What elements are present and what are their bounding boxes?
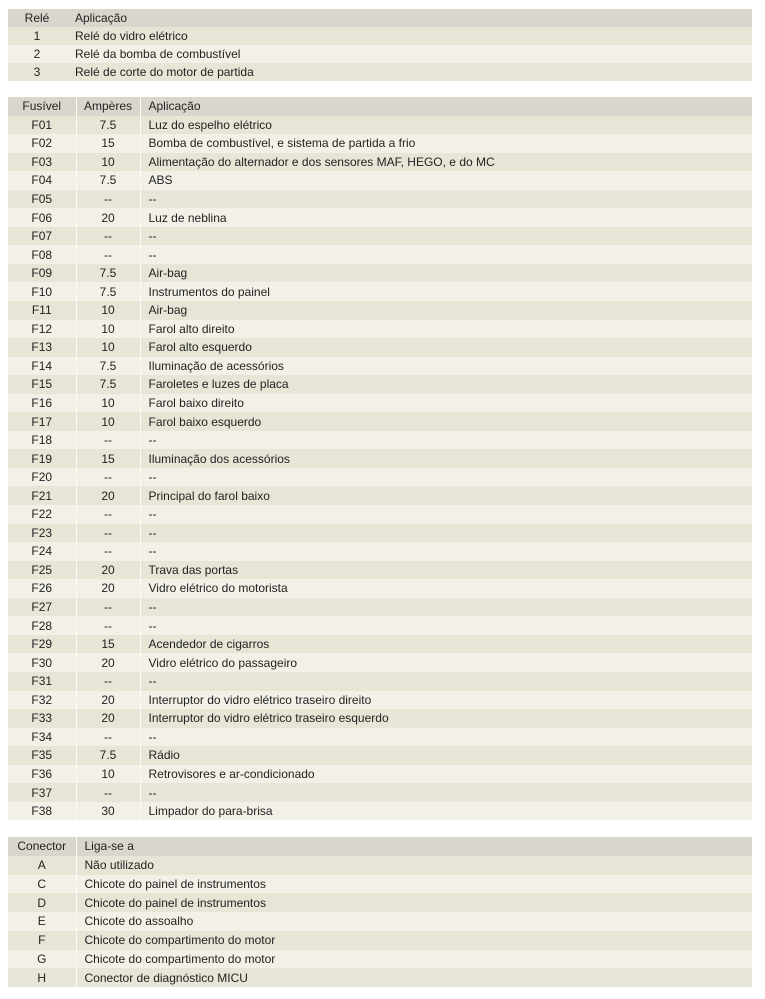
fuse-amps-cell: 20: [76, 561, 140, 580]
fuse-amps-cell: --: [76, 598, 140, 617]
fuse-application-cell: --: [140, 524, 752, 543]
fuse-application-cell: --: [140, 598, 752, 617]
connector-row: [8, 856, 752, 875]
fuse-application-cell: Bomba de combustível, e sistema de partida a frio: [140, 134, 752, 153]
fuse-row: [8, 282, 752, 301]
fuse-amps-cell: --: [76, 190, 140, 209]
fuse-amps-cell: --: [76, 672, 140, 691]
fuse-application-cell: Principal do farol baixo: [140, 486, 752, 505]
fuse-application-cell: Farol alto direito: [140, 320, 752, 339]
fuse-application-cell: Iluminação dos acessórios: [140, 449, 752, 468]
fuse-application-cell: --: [140, 190, 752, 209]
fuse-id-cell: F33: [31, 711, 53, 726]
fuse-id-cell: F30: [31, 655, 53, 670]
fuse-id-cell: F27: [31, 600, 53, 615]
fuse-id-cell: F04: [31, 173, 53, 188]
fuse-id-cell: F06: [31, 210, 53, 225]
fuse-application-cell: Faroletes e luzes de placa: [140, 375, 752, 394]
fuse-amps-cell: --: [76, 468, 140, 487]
connector-row: [8, 875, 752, 894]
fuse-id-cell: F01: [31, 117, 53, 132]
fuse-amps-cell: 7.5: [76, 746, 140, 765]
fuse-application-cell: --: [140, 616, 752, 635]
fuse-id-cell: F18: [31, 433, 53, 448]
fuse-amps-cell: 10: [76, 394, 140, 413]
connector-row: [8, 893, 752, 912]
connector-row: [8, 950, 752, 969]
fuse-application-cell: ABS: [140, 171, 752, 190]
fuse-id-cell: F05: [31, 192, 53, 206]
fuse-row: [8, 579, 752, 598]
fuse-id-cell: F32: [31, 692, 53, 707]
fuse-id-cell: F24: [31, 544, 53, 559]
fuse-row: [8, 357, 752, 376]
fuse-row: [8, 746, 752, 765]
fuse-id-cell: F02: [31, 136, 53, 151]
fuse-row: [8, 728, 752, 747]
fuse-amps-cell: 20: [76, 653, 140, 672]
fuse-row: [8, 301, 752, 320]
connector-connects-to-cell: Chicote do compartimento do motor: [76, 950, 752, 969]
fuse-application-cell: Air-bag: [140, 264, 752, 283]
fuse-amps-cell: 10: [76, 301, 140, 320]
connector-id-cell: G: [37, 951, 47, 966]
fuse-id-cell: F25: [31, 562, 53, 577]
relay-id-cell: 2: [33, 47, 41, 61]
connector-row: [8, 931, 752, 950]
fuse-row: [8, 208, 752, 227]
fuse-row: [8, 709, 752, 728]
fuse-id-cell: F09: [31, 266, 53, 281]
fuse-application-cell: Vidro elétrico do passageiro: [140, 653, 752, 672]
fuse-row: [8, 635, 752, 654]
connector-row: [8, 968, 752, 987]
fuse-application-cell: Interruptor do vidro elétrico traseiro direito: [140, 691, 752, 710]
fuse-application-cell: Air-bag: [140, 301, 752, 320]
fuse-application-cell: Rádio: [140, 746, 752, 765]
connector-table: [8, 837, 752, 987]
fuse-row: [8, 468, 752, 487]
relay-table-header: [8, 9, 752, 27]
fuse-amps-cell: 20: [76, 208, 140, 227]
connector-id-cell: F: [38, 933, 46, 948]
connector-connects-to-cell: Conector de diagnóstico MICU: [76, 968, 752, 987]
fuse-row: [8, 765, 752, 784]
connector-header-connects-to: Liga-se a: [76, 837, 752, 856]
fuse-row: [8, 431, 752, 450]
fuse-id-cell: F13: [31, 340, 53, 355]
fuse-application-cell: --: [140, 728, 752, 747]
fuse-row: [8, 412, 752, 431]
connector-id-cell: E: [37, 914, 46, 929]
fuse-amps-cell: 20: [76, 709, 140, 728]
fuse-application-cell: --: [140, 431, 752, 450]
fuse-application-cell: --: [140, 672, 752, 691]
fuse-amps-cell: --: [76, 542, 140, 561]
fuse-application-cell: Interruptor do vidro elétrico traseiro esquerdo: [140, 709, 752, 728]
fuse-amps-cell: 7.5: [76, 375, 140, 394]
fuse-application-cell: Vidro elétrico do motorista: [140, 579, 752, 598]
fuse-amps-cell: 7.5: [76, 282, 140, 301]
fuse-id-cell: F28: [31, 618, 53, 633]
fuse-amps-cell: 30: [76, 802, 140, 821]
relay-row: [8, 45, 752, 63]
connector-connects-to-cell: Chicote do assoalho: [76, 912, 752, 931]
connector-connects-to-cell: Chicote do painel de instrumentos: [76, 893, 752, 912]
fuse-id-cell: F14: [31, 358, 53, 373]
fuse-id-cell: F10: [31, 284, 53, 299]
connector-connects-to-cell: Chicote do compartimento do motor: [76, 931, 752, 950]
fuse-amps-cell: --: [76, 227, 140, 246]
connector-header-id: Conector: [17, 839, 67, 854]
fuse-id-cell: F34: [31, 729, 53, 744]
fuse-row: [8, 691, 752, 710]
fuse-amps-cell: --: [76, 431, 140, 450]
fuse-row: [8, 653, 752, 672]
fuse-row: [8, 338, 752, 357]
connector-connects-to-cell: Não utilizado: [76, 856, 752, 875]
fuse-row: [8, 672, 752, 691]
fuse-row: [8, 153, 752, 172]
relay-row: [8, 27, 752, 45]
fuse-header-amps: Ampères: [76, 97, 140, 116]
fuse-id-cell: F26: [31, 581, 53, 596]
relay-application-cell: Relé de corte do motor de partida: [75, 65, 254, 79]
fuse-id-cell: F07: [31, 229, 53, 244]
fuse-row: [8, 227, 752, 246]
fuse-row: [8, 190, 752, 209]
fuse-row: [8, 264, 752, 283]
fuse-amps-cell: 7.5: [76, 264, 140, 283]
relay-row: [8, 63, 752, 81]
fuse-id-cell: F16: [31, 396, 53, 411]
fuse-row: [8, 524, 752, 543]
fuse-amps-cell: 20: [76, 486, 140, 505]
fuse-id-cell: F19: [31, 451, 53, 466]
fuse-amps-cell: --: [76, 728, 140, 747]
fuse-amps-cell: 10: [76, 320, 140, 339]
fuse-application-cell: Farol baixo direito: [140, 394, 752, 413]
fuse-amps-cell: 7.5: [76, 171, 140, 190]
fuse-id-cell: F20: [31, 470, 53, 485]
fuse-id-cell: F37: [31, 785, 53, 800]
fuse-amps-cell: 10: [76, 153, 140, 172]
fuse-id-cell: F15: [31, 377, 53, 392]
fuse-id-cell: F21: [31, 488, 53, 503]
fuse-id-cell: F29: [31, 637, 53, 652]
fuse-amps-cell: 15: [76, 449, 140, 468]
fuse-id-cell: F03: [31, 154, 53, 169]
relay-table: [8, 9, 752, 81]
fuse-application-cell: --: [140, 542, 752, 561]
fuse-amps-cell: 15: [76, 635, 140, 654]
fuse-row: [8, 783, 752, 802]
fuse-amps-cell: --: [76, 245, 140, 264]
relay-id-cell: 3: [33, 65, 41, 79]
fuse-row: [8, 542, 752, 561]
fuse-application-cell: --: [140, 505, 752, 524]
connector-id-cell: D: [37, 895, 47, 910]
fuse-row: [8, 134, 752, 153]
fuse-header-application: Aplicação: [140, 97, 752, 116]
fuse-row: [8, 616, 752, 635]
fuse-row: [8, 375, 752, 394]
fuse-amps-cell: 7.5: [76, 116, 140, 135]
connector-connects-to-cell: Chicote do painel de instrumentos: [76, 875, 752, 894]
fuse-amps-cell: 7.5: [76, 357, 140, 376]
fuse-application-cell: Instrumentos do painel: [140, 282, 752, 301]
fuse-amps-cell: --: [76, 505, 140, 524]
relay-application-cell: Relé da bomba de combustível: [75, 47, 241, 61]
fuse-row: [8, 394, 752, 413]
fuse-row: [8, 802, 752, 821]
fuse-id-cell: F31: [31, 674, 53, 689]
relay-header-id: Relé: [24, 11, 50, 25]
fuse-id-cell: F36: [31, 766, 53, 781]
fuse-amps-cell: --: [76, 524, 140, 543]
fuse-amps-cell: 15: [76, 134, 140, 153]
fuse-application-cell: Retrovisores e ar-condicionado: [140, 765, 752, 784]
fuse-amps-cell: 10: [76, 412, 140, 431]
fuse-row: [8, 449, 752, 468]
fuse-row: [8, 561, 752, 580]
fuse-table: [8, 97, 752, 820]
fuse-id-cell: F08: [31, 247, 53, 262]
fuse-row: [8, 598, 752, 617]
fuse-id-cell: F23: [31, 525, 53, 540]
fuse-application-cell: Alimentação do alternador e dos sensores MAF, HEGO, e do MC: [140, 153, 752, 172]
connector-table-header: [8, 837, 752, 856]
relay-header-application: Aplicação: [75, 11, 128, 25]
fuse-application-cell: --: [140, 245, 752, 264]
fuse-application-cell: Iluminação de acessórios: [140, 357, 752, 376]
fuse-id-cell: F12: [31, 321, 53, 336]
fuse-id-cell: F17: [31, 414, 53, 429]
fuse-amps-cell: --: [76, 616, 140, 635]
fuse-application-cell: Limpador do para-brisa: [140, 802, 752, 821]
fuse-row: [8, 505, 752, 524]
fuse-amps-cell: 20: [76, 691, 140, 710]
fuse-id-cell: F11: [31, 303, 52, 318]
relay-application-cell: Relé do vidro elétrico: [75, 29, 188, 43]
fuse-id-cell: F22: [31, 507, 53, 522]
fuse-application-cell: --: [140, 783, 752, 802]
fuse-application-cell: Luz do espelho elétrico: [140, 116, 752, 135]
connector-id-cell: H: [37, 970, 47, 985]
fuse-amps-cell: 20: [76, 579, 140, 598]
connector-id-cell: C: [37, 876, 47, 891]
fuse-application-cell: --: [140, 468, 752, 487]
fuse-id-cell: F38: [31, 804, 53, 819]
fuse-application-cell: Trava das portas: [140, 561, 752, 580]
fuse-application-cell: Farol baixo esquerdo: [140, 412, 752, 431]
fuse-row: [8, 320, 752, 339]
fuse-amps-cell: 10: [76, 765, 140, 784]
fuse-header-id: Fusível: [22, 99, 62, 114]
fuse-amps-cell: 10: [76, 338, 140, 357]
fuse-id-cell: F35: [31, 748, 53, 763]
connector-id-cell: A: [37, 858, 46, 873]
fuse-row: [8, 116, 752, 135]
fuse-table-header: [8, 97, 752, 116]
fuse-application-cell: --: [140, 227, 752, 246]
fuse-application-cell: Acendedor de cigarros: [140, 635, 752, 654]
connector-row: [8, 912, 752, 931]
fuse-row: [8, 171, 752, 190]
fuse-application-cell: Luz de neblina: [140, 208, 752, 227]
fuse-application-cell: Farol alto esquerdo: [140, 338, 752, 357]
fuse-row: [8, 486, 752, 505]
relay-id-cell: 1: [33, 29, 41, 43]
fuse-amps-cell: --: [76, 783, 140, 802]
fuse-row: [8, 245, 752, 264]
